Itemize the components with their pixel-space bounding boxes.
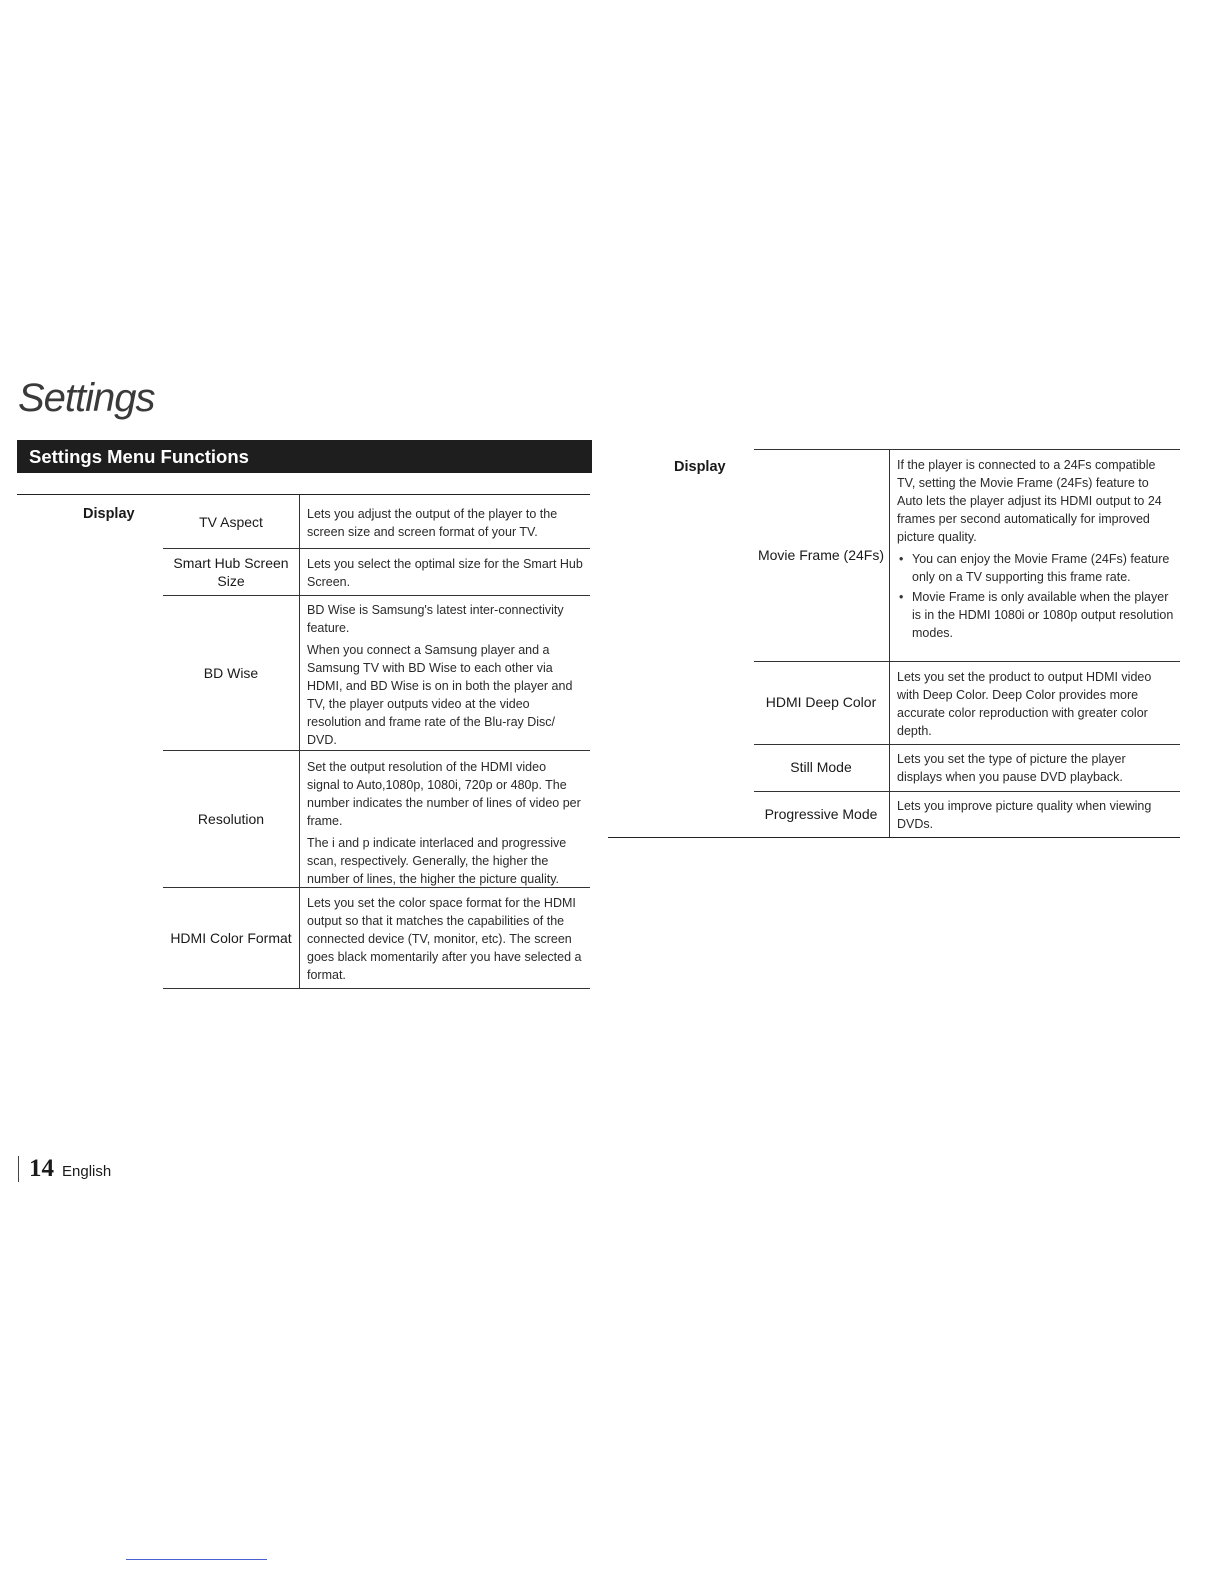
scan-artifact-line (126, 1559, 267, 1560)
row-description: Lets you improve picture quality when viewing DVDs. (897, 799, 1152, 831)
bullet-list (897, 550, 1177, 642)
page-title: Settings (18, 376, 155, 420)
category-label: Display (83, 506, 135, 522)
row-divider (163, 548, 590, 549)
row-description: If the player is connected to a 24Fs compatible TV, setting the Movie Frame (24Fs) feature to Auto lets the player adjust its HDMI output to 24 frames per second automatically for improved picture quality. • You can enjoy the Movie Frame (24Fs) feature only on a TV supporting this frame rate. • Movie Frame is only available when the player is in the HDMI 1080i or 1080p output resolution modes. (897, 456, 1177, 644)
row-description: Lets you set the color space format for the HDMI output so that it matches the capabilities of the connected device (TV, monitor, etc). The screen goes black momentarily after you have selected a format. (307, 896, 582, 982)
row-label-smart-hub-screen-size: Smart Hub Screen Size (173, 555, 289, 589)
row-label-resolution: Resolution (197, 811, 265, 827)
row-label-hdmi-deep-color: HDMI Deep Color (765, 694, 877, 710)
row-divider (754, 661, 1180, 662)
page-number: 14 (18, 1156, 54, 1182)
category-label: Display (674, 459, 726, 475)
row-description: Lets you select the optimal size for the Smart Hub Screen. (307, 557, 583, 589)
page-footer (18, 1156, 111, 1182)
table-bottom-rule (163, 988, 590, 989)
row-divider (754, 744, 1180, 745)
row-divider (754, 791, 1180, 792)
column-divider (299, 495, 300, 989)
section-banner: Settings Menu Functions (17, 440, 592, 473)
row-divider (163, 595, 590, 596)
row-label-movie-frame: Movie Frame (24Fs) (757, 547, 885, 563)
row-divider (163, 750, 590, 751)
column-divider (889, 450, 890, 837)
row-description: Set the output resolution of the HDMI video signal to Auto,1080p, 1080i, 720p or 480p. The number indicates the number of lines of video per frame. The i and p indicate interlaced and progressive scan, respectively. Generally, the higher the number of lines, the higher the picture quality. (307, 760, 581, 886)
row-label-progressive-mode: Progressive Mode (764, 806, 878, 822)
table-top-rule (754, 449, 1180, 450)
row-description: Lets you set the product to output HDMI video with Deep Color. Deep Color provides more accurate color reproduction with greater color depth. (897, 670, 1152, 738)
row-label-hdmi-color-format: HDMI Color Format (170, 930, 292, 946)
row-description: BD Wise is Samsung's latest inter-connectivity feature. When you connect a Samsung player and a Samsung TV with BD Wise to each other via HDMI, and BD Wise is on in both the player and TV, the player outputs video at the video resolution and frame rate of the Blu-ray Disc/ DVD. (307, 603, 573, 747)
row-description: Lets you set the type of picture the player displays when you pause DVD playback. (897, 752, 1126, 784)
row-description: Lets you adjust the output of the player to the screen size and screen format of your TV. (307, 507, 558, 539)
row-label-bd-wise: BD Wise (203, 665, 259, 681)
table-bottom-rule (608, 837, 1180, 838)
row-label-still-mode: Still Mode (790, 759, 852, 775)
page-language: English (62, 1163, 112, 1180)
table-top-rule (17, 494, 590, 495)
row-divider (163, 887, 590, 888)
bullet-item: • You can enjoy the Movie Frame (24Fs) feature only on a TV supporting this frame rate. (912, 550, 1177, 586)
row-label-tv-aspect: TV Aspect (199, 514, 263, 530)
bullet-item: • Movie Frame is only available when the player is in the HDMI 1080i or 1080p output resolution modes. (912, 588, 1177, 642)
